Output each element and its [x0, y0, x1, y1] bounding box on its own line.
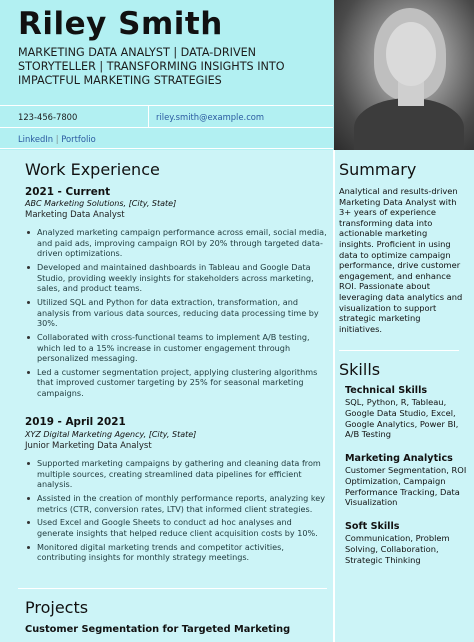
profile-links — [18, 128, 96, 150]
photo-face — [386, 22, 436, 86]
skill-list: Customer Segmentation, ROI Optimization, Campaign Performance Tracking, Data Visualization — [345, 465, 467, 508]
job-bullet: Used Excel and Google Sheets to conduct ad hoc analyses and generate insights that helped reduce client acquisition costs by 10%. — [25, 517, 327, 538]
skill-list: SQL, Python, R, Tableau, Google Data Studio, Excel, Google Analytics, Power BI, A/B Testing — [345, 397, 459, 440]
job-bullet: Assisted in the creation of monthly performance reports, analyzing key metrics (CTR, conversion rates, LTV) that informed client strategies. — [25, 493, 327, 514]
job-bullet: Monitored digital marketing trends and competitor activities, contributing insights for monthly strategy meetings. — [25, 542, 327, 563]
job-bullets — [25, 458, 327, 566]
skill-category: Technical Skills — [345, 385, 428, 396]
projects-heading: Projects — [25, 598, 89, 617]
skill-category: Soft Skills — [345, 521, 400, 532]
link-separator: | — [55, 134, 59, 144]
section-divider — [339, 350, 459, 351]
project-title: Customer Segmentation for Targeted Marketing — [25, 624, 291, 635]
contact-row — [0, 105, 333, 127]
job-bullet: Developed and maintained dashboards in Tableau and Google Data Studio, providing weekly insights for stakeholders across marketing, sales, and product teams. — [25, 262, 327, 294]
summary-text: Analytical and results-driven Marketing Data Analyst with 3+ years of experience transforming data into actionable marketing insights. Proficient in using data to optimize campaign performance, drive customer engagement, and enhance ROI. Passionate about leveraging data analytics and visualization to support strategic marketing initiatives. — [339, 186, 463, 334]
section-divider — [18, 588, 327, 589]
job-company: XYZ Digital Marketing Agency, [City, State] — [25, 430, 197, 439]
summary-heading: Summary — [339, 160, 417, 179]
candidate-name: Riley Smith — [18, 6, 223, 42]
contact-divider — [148, 106, 149, 128]
job-role: Marketing Data Analyst — [25, 210, 125, 220]
email-link[interactable]: riley.smith@example.com — [156, 112, 265, 122]
job-bullet: Led a customer segmentation project, applying clustering algorithms that improved customer targeting by 25% for seasonal marketing campaigns. — [25, 367, 327, 399]
candidate-headline: MARKETING DATA ANALYST | DATA-DRIVEN STORYTELLER | TRANSFORMING INSIGHTS INTO IMPACTFUL MARKETING STRATEGIES — [18, 46, 285, 87]
work-experience-heading: Work Experience — [25, 160, 160, 179]
skill-category: Marketing Analytics — [345, 453, 453, 464]
job-bullet: Collaborated with cross-functional teams to implement A/B testing, which led to a 15% increase in customer engagement through personalized messaging. — [25, 332, 327, 364]
portfolio-link[interactable]: Portfolio — [61, 134, 96, 144]
job-bullets — [25, 227, 327, 402]
phone-number: 123-456-7800 — [18, 112, 78, 122]
job-role: Junior Marketing Data Analyst — [25, 441, 152, 451]
resume-header — [0, 0, 474, 150]
job-bullet: Utilized SQL and Python for data extraction, transformation, and analysis from various data sources, reducing data processing time by 30%. — [25, 297, 327, 329]
linkedin-link[interactable]: LinkedIn — [18, 134, 54, 144]
job-dates: 2021 - Current — [25, 186, 111, 198]
sidebar-divider — [333, 150, 335, 642]
job-dates: 2019 - April 2021 — [25, 416, 126, 428]
skill-list: Communication, Problem Solving, Collaboration, Strategic Thinking — [345, 533, 450, 565]
job-bullet: Analyzed marketing campaign performance across email, social media, and paid ads, improving campaign ROI by 20% through targeted data-driven optimizations. — [25, 227, 327, 259]
job-bullet: Supported marketing campaigns by gathering and cleaning data from multiple sources, creating streamlined data pipelines for efficient analysis. — [25, 458, 327, 490]
job-company: ABC Marketing Solutions, [City, State] — [25, 199, 177, 208]
links-row — [0, 127, 333, 149]
skills-heading: Skills — [339, 360, 381, 379]
profile-photo — [334, 0, 474, 150]
